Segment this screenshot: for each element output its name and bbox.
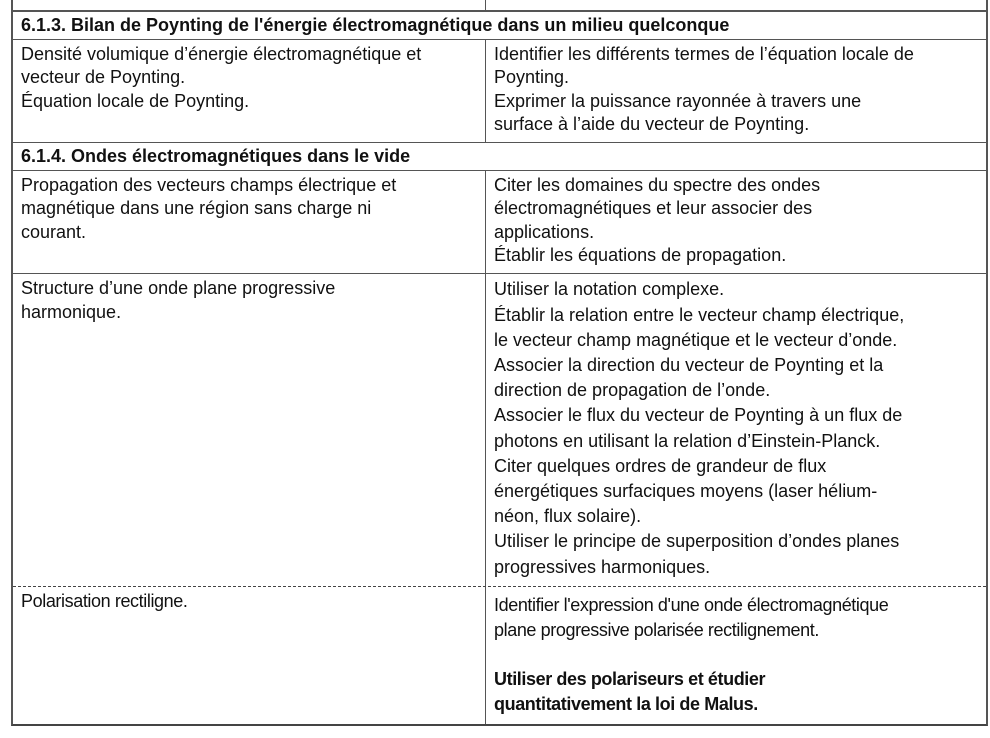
notions-cell [13,171,486,273]
table-row [13,274,986,586]
text-line: Propagation des vecteurs champs électrique et [21,175,397,196]
bold-text-line: Utiliser des polariseurs et étudier [494,668,766,689]
text-line: Établir les équations de propagation. [494,245,787,266]
text-line: Structure d’une onde plane progressive [21,278,336,299]
section-heading-6-1-3: 6.1.3. Bilan de Poynting de l'énergie électromagnétique dans un milieu quelconque [13,12,986,40]
capacites-cell [486,587,986,724]
capacites-cell [486,40,986,142]
text-line: le vecteur champ magnétique et le vecteur d’onde. [494,329,898,350]
table-row [13,171,986,274]
table-row [13,587,986,724]
bold-text-line: quantitativement la loi de Malus. [494,694,758,715]
text-line: vecteur de Poynting. [21,67,186,88]
text-line: Associer la direction du vecteur de Poynting et la [494,354,884,375]
text-line: Exprimer la puissance rayonnée à travers une [494,90,862,111]
text-line: photons en utilisant la relation d’Einstein-Planck. [494,430,881,451]
text-line: Utiliser la notation complexe. [494,279,725,300]
capacites-cell [486,274,986,585]
programme-table [11,0,988,726]
text-line: Identifier les différents termes de l’équation locale de [494,44,914,64]
text-line: courant. [21,221,87,242]
section-heading-6-1-4: 6.1.4. Ondes électromagnétiques dans le vide [13,143,986,171]
capacites-cell [486,171,986,273]
text-line: surface à l’aide du vecteur de Poynting. [494,113,810,134]
text-line: Polarisation rectiligne. [21,590,188,611]
table-row [13,40,986,143]
notions-cell [13,587,486,724]
text-line: Citer les domaines du spectre des ondes [494,175,821,196]
previous-row-fragment [13,0,986,12]
text-line: Établir la relation entre le vecteur champ électrique, [494,304,905,325]
text-line: applications. [494,221,595,242]
text-line: électromagnétiques et leur associer des [494,198,813,219]
text-line: Densité volumique d’énergie électromagnétique et [21,44,422,64]
text-line: progressives harmoniques. [494,556,711,577]
text-line: harmonique. [21,301,122,322]
text-line: plane progressive polarisée rectilignement. [494,620,819,641]
text-line: Équation locale de Poynting. [21,90,250,111]
text-line: énergétiques surfaciques moyens (laser hélium- [494,481,878,501]
text-line: Citer quelques ordres de grandeur de flux [494,455,827,476]
text-line: néon, flux solaire). [494,506,642,527]
text-line: Associer le flux du vecteur de Poynting à un flux de [494,405,903,426]
notions-cell [13,40,486,142]
text-line: direction de propagation de l’onde. [494,380,771,401]
text-line: Identifier l'expression d'une onde électromagnétique [494,594,889,615]
text-line: Utiliser le principe de superposition d’ondes planes [494,531,900,552]
notions-cell [13,274,486,585]
text-line: magnétique dans une région sans charge ni [21,198,372,219]
text-line: Poynting. [494,67,570,88]
